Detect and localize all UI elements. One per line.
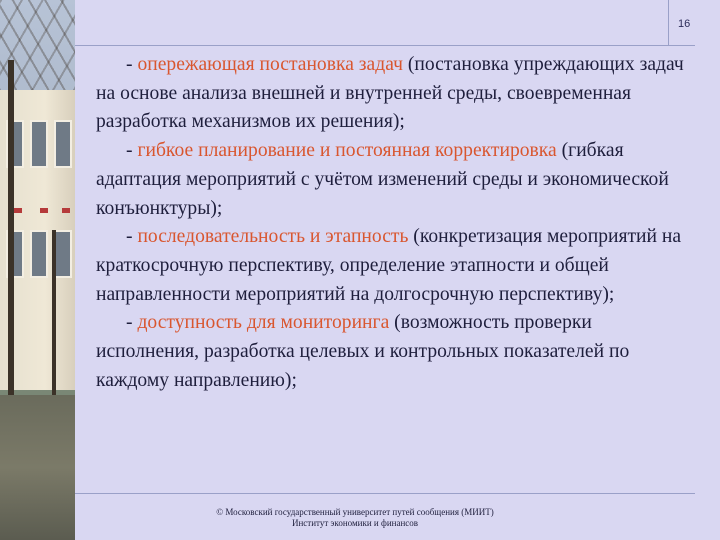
slide-body xyxy=(96,51,696,395)
footer xyxy=(75,507,635,529)
number-divider xyxy=(668,0,669,46)
building-photo xyxy=(0,0,75,540)
flag xyxy=(40,208,48,213)
bullet-dash: - xyxy=(126,54,138,75)
footer-institute: Институт экономики и финансов xyxy=(291,518,419,528)
tree-trunk xyxy=(8,60,14,440)
bullet-highlight: гибкое планирование и постоянная корректировка xyxy=(137,140,557,162)
bullet-text: (конкретизация мероприятий на краткосрочную перспективу, определение этапности и общей направленности мероприятий на долгосрочную перспективу); xyxy=(96,226,682,305)
bottom-divider xyxy=(75,493,695,494)
bullet-highlight: опережающая постановка задач xyxy=(137,54,403,75)
flag xyxy=(62,208,70,213)
bullet-text: (гибкая адаптация мероприятий с учётом изменений среды и экономической конъюнктуры); xyxy=(96,140,669,219)
window xyxy=(54,120,72,168)
window xyxy=(30,120,48,168)
bullet-text: (постановка упреждающих задач на основе анализа внешней и внутренней среды, своевременная разработка механизмов их решения); xyxy=(96,54,684,133)
window xyxy=(30,230,48,278)
sidewalk xyxy=(0,395,75,540)
bullet-text: (возможность проверки исполнения, разработка целевых и контрольных показателей по каждому направлению); xyxy=(96,312,630,391)
bullet-paragraph xyxy=(96,137,696,223)
bullet-dash: - xyxy=(126,140,138,162)
window xyxy=(54,230,72,278)
bullet-dash: - xyxy=(126,312,138,334)
bullet-highlight: последовательность и этапность xyxy=(137,226,409,248)
bullet-paragraph xyxy=(96,223,696,309)
bullet-highlight: доступность для мониторинга xyxy=(137,312,390,334)
slide-number: 16 xyxy=(678,18,691,30)
flag xyxy=(14,208,22,213)
bullet-paragraph xyxy=(96,309,696,395)
bullet-dash: - xyxy=(126,226,138,248)
bullet-paragraph xyxy=(96,51,696,137)
footer-copyright: © Московский государственный университет путей сообщения (МИИТ) xyxy=(216,507,494,517)
top-divider xyxy=(75,45,695,46)
